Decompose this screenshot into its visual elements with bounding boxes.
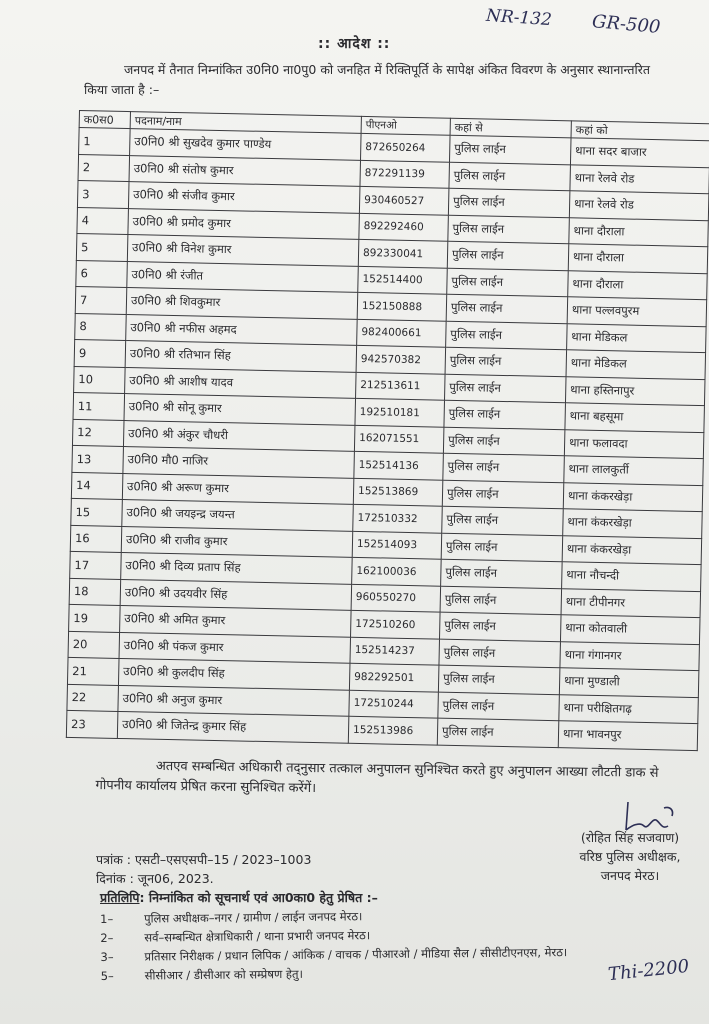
cell-name: उ0नि0 श्री रंजीत: [127, 261, 359, 292]
cell-sno: 20: [68, 631, 120, 659]
copy-item-text: सर्व–सम्बन्धित क्षेत्राधिकारी / थाना प्रभारी जनपद मेरठ।: [144, 928, 371, 945]
handwritten-annotation-top-right: GR-500: [591, 11, 662, 38]
cell-name: उ0नि0 श्री उदयवीर सिंह: [120, 579, 352, 610]
cell-to: थाना कोतवाली: [560, 615, 700, 644]
cell-to: थाना रेलवे रोड: [570, 164, 709, 193]
cell-from: पुलिस लाईन: [440, 586, 562, 615]
cell-from: पुलिस लाईन: [449, 162, 571, 191]
cell-pno: 892292460: [359, 213, 449, 241]
cell-to: थाना कंकरखेड़ा: [562, 535, 702, 564]
cell-from: पुलिस लाईन: [448, 188, 570, 217]
cell-to: थाना मेडिकल: [566, 350, 706, 379]
cell-from: पुलिस लाईन: [442, 506, 564, 535]
cell-to: थाना हस्तिनापुर: [565, 376, 705, 405]
copy-item-text: पुलिस अधीक्षक–नगर / ग्रामीण / लाईन जनपद मेरठ।: [144, 909, 363, 926]
cell-pno: 982292501: [349, 663, 439, 691]
cell-pno: 172510332: [353, 504, 443, 532]
officer-designation: वरिष्ठ पुलिस अधीक्षक,: [579, 849, 681, 864]
cell-from: पुलिस लाईन: [441, 533, 563, 562]
cell-pno: 152513869: [353, 478, 443, 506]
cell-from: पुलिस लाईन: [445, 347, 567, 376]
header-to: कहां को: [571, 121, 709, 141]
reference-block: [96, 850, 311, 888]
cell-pno: 172510260: [351, 610, 441, 638]
cell-name: उ0नि0 श्री दिव्य प्रताप सिंह: [121, 552, 353, 583]
intro-paragraph: जनपद में तैनात निम्नांकित उ0नि0 ना0पु0 को जनहित में रिक्तिपूर्ति के सापेक्ष अंकित विवरण के अनुसार स्थानान्तरित किया जाता है :–: [84, 62, 650, 97]
cell-pno: 942570382: [356, 345, 446, 373]
cell-from: पुलिस लाईन: [447, 241, 569, 270]
cell-to: थाना गंगानगर: [560, 641, 700, 670]
copy-item-number: 5–: [100, 968, 114, 983]
cell-sno: 11: [73, 392, 125, 420]
cell-sno: 23: [66, 710, 118, 738]
cell-to: थाना फलावदा: [564, 429, 704, 458]
copy-item-text: प्रतिसार निरीक्षक / प्रधान लिपिक / आंकिक / वाचक / पीआरओ / मीडिया सैल / सीसीटीएनएस, मेरठ।: [144, 945, 568, 964]
cell-name: उ0नि0 श्री नफीस अहमद: [126, 314, 358, 345]
cell-from: पुलिस लाईन: [447, 268, 569, 297]
cell-pno: 152514093: [352, 531, 442, 559]
cell-pno: 172510244: [349, 690, 439, 718]
cell-sno: 12: [72, 419, 124, 447]
cell-to: थाना मुण्डाली: [559, 668, 699, 697]
cell-to: थाना दौराला: [568, 244, 708, 273]
cell-sno: 9: [74, 339, 126, 367]
cell-to: थाना पल्लवपुरम: [567, 297, 707, 326]
cell-pno: 162071551: [354, 425, 444, 453]
cell-pno: 212513611: [356, 372, 446, 400]
cell-to: थाना बहसूमा: [565, 403, 705, 432]
cell-pno: 192510181: [355, 398, 445, 426]
cell-from: पुलिस लाईन: [449, 135, 571, 164]
cell-sno: 10: [74, 366, 126, 394]
handwritten-annotation-bottom: Thi-2200: [607, 955, 691, 986]
cell-name: उ0नि0 श्री संतोष कुमार: [129, 155, 361, 186]
cell-name: उ0नि0 श्री अनुज कुमार: [118, 685, 350, 716]
cell-to: थाना सदर बाजार: [570, 138, 709, 167]
cell-sno: 5: [76, 233, 128, 261]
cell-name: उ0नि0 श्री पंकज कुमार: [119, 632, 351, 663]
cell-from: पुलिस लाईन: [443, 453, 565, 482]
header-from: कहां से: [450, 118, 571, 138]
cell-name: उ0नि0 श्री सुखदेव कुमार पाण्डेय: [130, 129, 362, 160]
cell-sno: 21: [67, 657, 119, 685]
cell-from: पुलिस लाईन: [445, 374, 567, 403]
cell-name: उ0नि0 श्री विनेश कुमार: [127, 235, 359, 266]
cell-name: उ0नि0 श्री प्रमोद कुमार: [128, 208, 360, 239]
cell-from: पुलिस लाईन: [442, 480, 564, 509]
cell-to: थाना नौचन्दी: [562, 562, 702, 591]
copy-item-number: 3–: [100, 949, 114, 964]
cell-to: थाना दौराला: [569, 217, 709, 246]
reference-number: पत्रांक : एसटी–एसएसपी–15 / 2023–1003: [96, 852, 312, 867]
header-pno: पीएनओ: [361, 116, 450, 135]
copy-label: प्रतिलिपि: [100, 890, 140, 905]
cell-from: पुलिस लाईन: [440, 612, 562, 641]
cell-name: उ0नि0 श्री सोनू कुमार: [124, 394, 356, 425]
cell-sno: 14: [71, 472, 123, 500]
cell-sno: 1: [79, 128, 131, 156]
copy-list-item: [101, 962, 568, 986]
cell-from: पुलिस लाईन: [441, 559, 563, 588]
cell-name: उ0नि0 श्री कुलदीप सिंह: [118, 658, 350, 689]
cell-sno: 4: [77, 207, 129, 235]
cell-sno: 2: [78, 154, 130, 182]
cell-pno: 872291139: [360, 160, 450, 188]
cell-pno: 930460527: [359, 186, 449, 214]
order-title: :: आदेश ::: [318, 36, 391, 52]
cell-name: उ0नि0 श्री संजीव कुमार: [128, 182, 360, 213]
table-body: [66, 128, 709, 751]
officer-location: जनपद मेरठ।: [600, 868, 660, 883]
cell-pno: 872650264: [361, 133, 451, 161]
cell-to: थाना कंकरखेड़ा: [563, 482, 703, 511]
cell-from: पुलिस लाईन: [438, 665, 560, 694]
transfer-table: [66, 110, 695, 750]
cell-from: पुलिस लाईन: [448, 215, 570, 244]
cell-to: थाना मेडिकल: [567, 323, 707, 352]
cell-to: थाना कंकरखेड़ा: [563, 509, 703, 538]
header-name: पदनाम/नाम: [130, 112, 361, 134]
copy-item-number: 2–: [100, 930, 114, 945]
officer-block: [562, 828, 698, 885]
cell-pno: 982400661: [357, 319, 447, 347]
cell-name: उ0नि0 श्री रतिभान सिंह: [125, 341, 357, 372]
cell-sno: 6: [76, 260, 128, 288]
cell-from: पुलिस लाईन: [443, 427, 565, 456]
cell-sno: 17: [70, 551, 122, 579]
cell-pno: 152514136: [354, 451, 444, 479]
copy-item-number: 1–: [100, 911, 114, 926]
cell-name: उ0नि0 श्री जयइन्द्र जयन्त: [122, 499, 354, 530]
copy-list: [100, 905, 568, 986]
cell-from: पुलिस लाईन: [438, 692, 560, 721]
cell-sno: 16: [70, 525, 122, 553]
cell-pno: 152514400: [358, 266, 448, 294]
cell-pno: 162100036: [352, 557, 442, 585]
copy-heading: [100, 889, 378, 906]
order-date: दिनांक : जून06, 2023.: [96, 871, 214, 886]
cell-sno: 18: [69, 578, 121, 606]
cell-name: उ0नि0 श्री अंकुर चौधरी: [123, 420, 355, 451]
cell-pno: 152513986: [348, 716, 438, 744]
cell-from: पुलिस लाईन: [446, 321, 568, 350]
copy-item-text: सीसीआर / डीसीआर को सम्प्रेषण हेतु।: [144, 966, 303, 983]
cell-pno: 152514237: [350, 637, 440, 665]
officer-name: (रोहित सिंह सजवाण): [580, 830, 680, 845]
cell-sno: 15: [71, 498, 123, 526]
cell-name: उ0नि0 श्री राजीव कुमार: [121, 526, 353, 557]
cell-sno: 7: [75, 286, 127, 314]
cell-from: पुलिस लाईन: [437, 718, 559, 747]
cell-to: थाना लालकुर्ती: [564, 456, 704, 485]
cell-sno: 13: [72, 445, 124, 473]
cell-from: पुलिस लाईन: [439, 639, 561, 668]
handwritten-annotation-top-left: NR-132: [485, 5, 553, 31]
cell-to: थाना रेलवे रोड: [569, 191, 709, 220]
cell-sno: 19: [69, 604, 121, 632]
cell-from: पुलिस लाईन: [446, 294, 568, 323]
cell-to: थाना टीपीनगर: [561, 588, 701, 617]
cell-name: उ0नि0 श्री जितेन्द्र कुमार सिंह: [117, 711, 349, 742]
cell-pno: 152150888: [357, 292, 447, 320]
cell-sno: 22: [67, 684, 119, 712]
cell-pno: 892330041: [358, 239, 448, 267]
cell-to: थाना परीक्षितगढ़: [559, 694, 699, 723]
cell-to: थाना दौराला: [568, 270, 708, 299]
cell-name: उ0नि0 श्री अरूण कुमार: [122, 473, 354, 504]
cell-name: उ0नि0 श्री अमित कुमार: [120, 605, 352, 636]
closing-paragraph: अतएव सम्बन्धित अधिकारी तद्नुसार तत्काल अनुपालन सुनिश्चित करते हुए अनुपालन आख्या लौटती डाक से गोपनीय कार्यालय प्रेषित करना सुनिश्चित करेंगें।: [95, 758, 659, 797]
cell-sno: 3: [77, 180, 129, 208]
cell-pno: 960550270: [351, 584, 441, 612]
cell-name: उ0नि0 श्री शिवकुमार: [126, 288, 358, 319]
cell-sno: 8: [75, 313, 127, 341]
cell-to: थाना भावनपुर: [558, 721, 698, 750]
copy-heading-text: : निम्नांकित को सूचनार्थ एवं आ0का0 हेतु प्रेषित :–: [139, 890, 378, 905]
cell-name: उ0नि0 श्री आशीष यादव: [125, 367, 357, 398]
cell-name: उ0नि0 मौ0 नाजिर: [123, 447, 355, 478]
cell-from: पुलिस लाईन: [444, 400, 566, 429]
header-sno: क0स0: [79, 111, 130, 129]
